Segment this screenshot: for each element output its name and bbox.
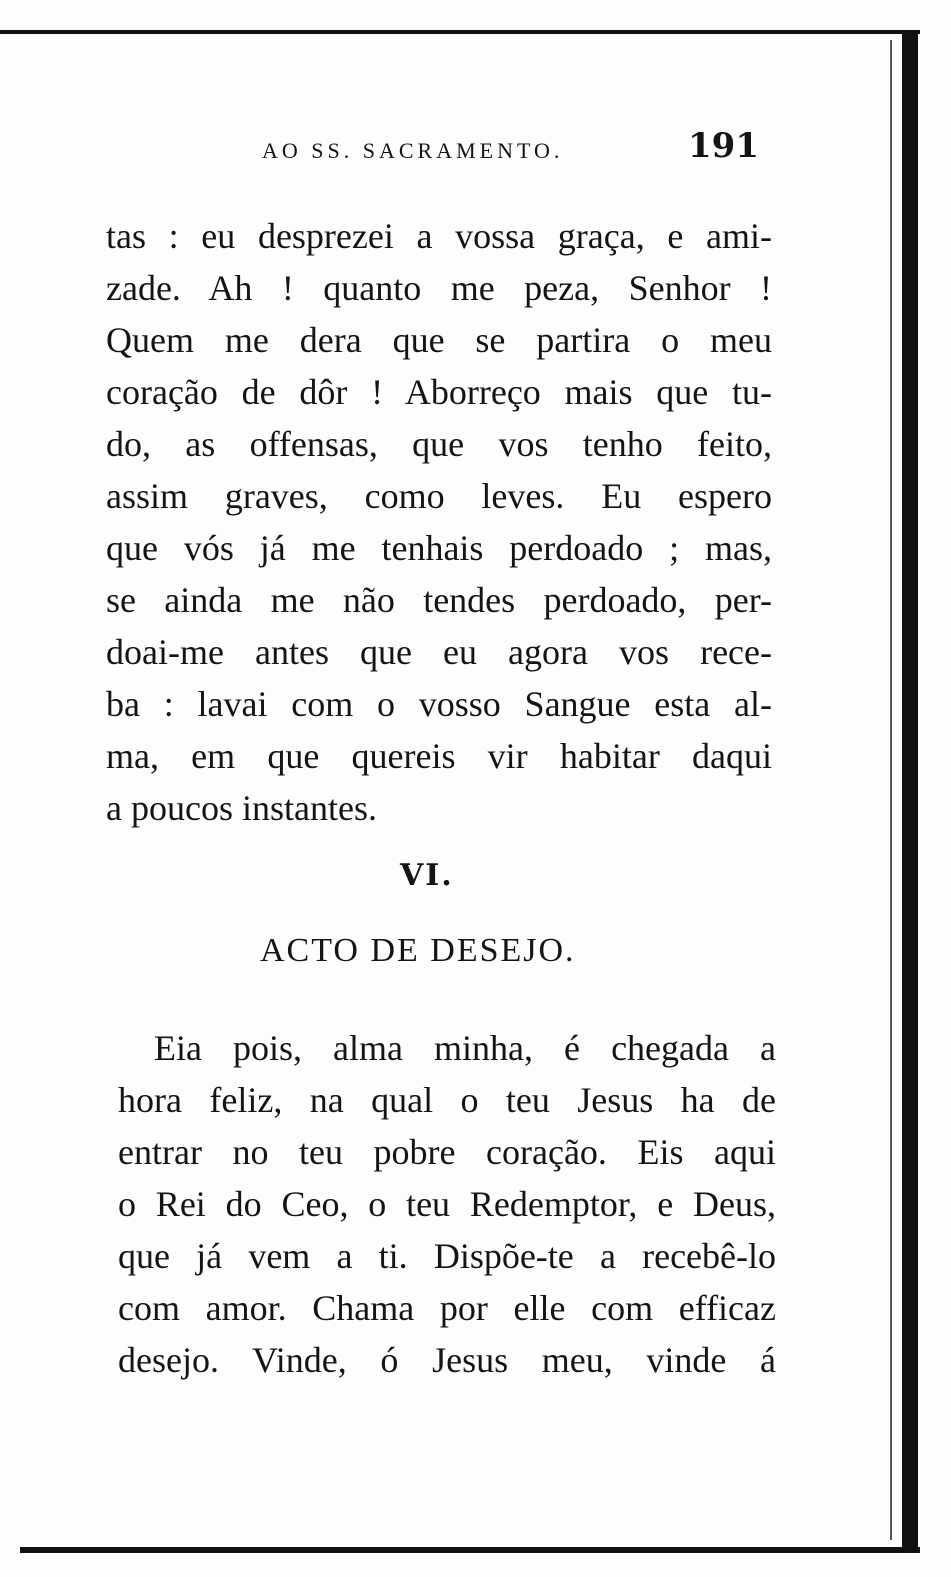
text-line: zade. Ah ! quanto me peza, Senhor ! (106, 268, 772, 308)
text-line: Eia pois, alma minha, é chegada a (154, 1028, 776, 1068)
text-line: com amor. Chama por elle com efficaz (118, 1288, 776, 1328)
text-line: se ainda me não tendes perdoado, per- (106, 580, 772, 620)
page-edge-shadow (890, 40, 892, 1540)
text-line: assim graves, como leves. Eu espero (106, 476, 772, 516)
text-line: do, as offensas, que vos tenho feito, (106, 424, 772, 464)
paragraph-desire (118, 1022, 776, 1386)
text-line: entrar no teu pobre coração. Eis aqui (118, 1132, 776, 1172)
text-line: tas : eu desprezei a vossa graça, e ami- (106, 216, 772, 256)
text-line: que já vem a ti. Dispõe-te a recebê-lo (118, 1236, 776, 1276)
top-border-rule (0, 30, 920, 34)
running-head: AO SS. SACRAMENTO. (262, 138, 564, 163)
text-line: Quem me dera que se partira o meu (106, 320, 772, 360)
text-line: ma, em que quereis vir habitar daqui (106, 736, 772, 776)
text-line: coração de dôr ! Aborreço mais que tu- (106, 372, 772, 412)
text-line: doai-me antes que eu agora vos rece- (106, 632, 772, 672)
text-line: a poucos instantes. (106, 788, 377, 828)
text-line: desejo. Vinde, ó Jesus meu, vinde á (118, 1340, 776, 1380)
page-edge-right (902, 30, 918, 1553)
text-line: ba : lavai com o vosso Sangue esta al- (106, 684, 772, 724)
bottom-border-rule (20, 1547, 920, 1553)
section-number: VI. (400, 858, 454, 893)
page-number: 191 (688, 126, 759, 166)
text-line: hora feliz, na qual o teu Jesus ha de (118, 1080, 776, 1120)
paragraph-penitence (106, 210, 772, 834)
section-title: ACTO DE DESEJO. (260, 932, 576, 969)
text-line: o Rei do Ceo, o teu Redemptor, e Deus, (118, 1184, 776, 1224)
text-line: que vós já me tenhais perdoado ; mas, (106, 528, 772, 568)
